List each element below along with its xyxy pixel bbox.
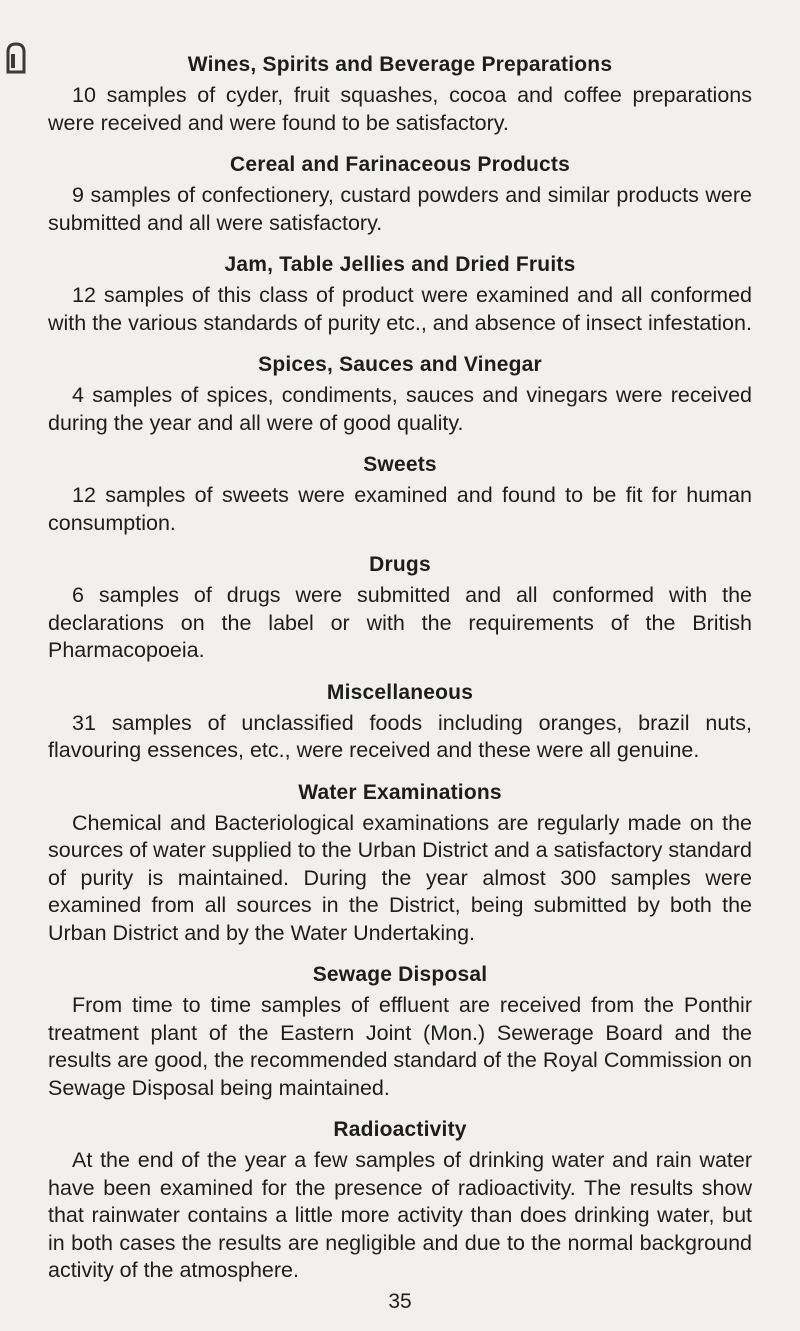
section-heading: Miscellaneous (326, 680, 474, 704)
section-wines (48, 52, 752, 137)
section-heading: Sweets (363, 453, 437, 476)
section-heading: Sewage Disposal (312, 963, 488, 986)
section-body: Chemical and Bacteriological examinations are regularly made on the sources of water supplied to the Urban District and a satisfactory standard of purity is maintained. During the year almost 300 samples were examined from all sources in the District, being submitted by both the Urban District and by the Water Undertaking. (48, 810, 752, 945)
section-heading: Jam, Table Jellies and Dried Fruits (224, 253, 576, 276)
section-body: 9 samples of confectionery, custard powders and similar products were submitted and all were satisfactory. (48, 183, 752, 235)
section-heading: Cereal and Farinaceous Products (230, 153, 570, 176)
section-spices (48, 352, 752, 437)
section-heading: Drugs (369, 553, 431, 576)
section-body: 12 samples of sweets were examined and found to be fit for human consumption. (48, 483, 752, 535)
section-heading: Radioactivity (333, 1118, 467, 1141)
section-body: 12 samples of this class of product were examined and all conformed with the various standards of purity etc., and absence of insect infestation. (48, 283, 752, 335)
section-radioactivity (48, 1117, 752, 1285)
section-cereal (48, 152, 752, 237)
section-sewage (48, 962, 752, 1102)
section-jam (48, 252, 752, 337)
section-body: 31 samples of unclassified foods including oranges, brazil nuts, flavouring essences, etc., were received and these were all genuine. (48, 710, 752, 762)
section-body: 6 samples of drugs were submitted and all conformed with the declarations on the label or with the requirements of the British Pharmacopoeia. (48, 583, 752, 662)
section-drugs (48, 552, 752, 665)
section-body: From time to time samples of effluent are received from the Ponthir treatment plant of the Eastern Joint (Mon.) Sewerage Board and the results are good, the recommended standard of the Royal Commission on Sewage Disposal being maintained. (48, 993, 752, 1100)
section-heading: Wines, Spirits and Beverage Preparations (187, 53, 613, 76)
document-page (48, 52, 752, 1300)
section-heading: Spices, Sauces and Vinegar (258, 353, 542, 376)
section-sweets (48, 452, 752, 537)
section-heading: Water Examinations (298, 780, 502, 804)
page-number: 35 (388, 1290, 412, 1313)
section-body: 10 samples of cyder, fruit squashes, cocoa and coffee preparations were received and were found to be satisfactory. (48, 83, 752, 135)
section-water (48, 780, 752, 948)
section-body: At the end of the year a few samples of drinking water and rain water have been examined for the presence of radioactivity. The results show that rainwater contains a little more activity than does drinking water, but in both cases the results are negligible and due to the normal background activity of the atmosphere. (48, 1148, 752, 1282)
page-corner-mark-icon (4, 40, 28, 80)
section-miscellaneous (48, 680, 752, 765)
section-body: 4 samples of spices, condiments, sauces and vinegars were received during the year and all were of good quality. (48, 383, 752, 435)
